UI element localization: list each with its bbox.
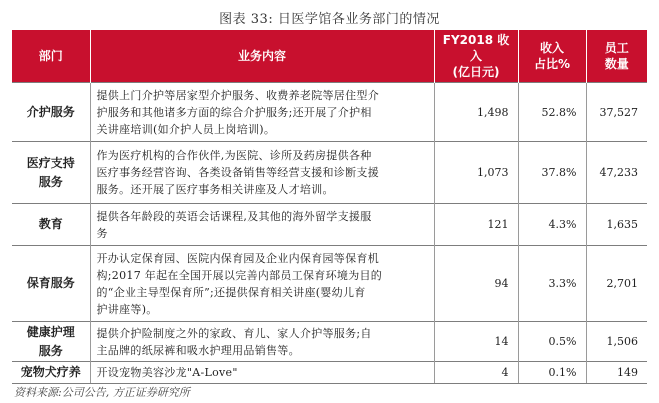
dept-name: 介护服务 [26,104,75,119]
desc-cell [90,246,434,322]
table-row [12,83,647,142]
revenue-cell: 1,498 [434,83,518,142]
desc-line: 主品牌的纸尿裤和吸水护理用品销售等。 [96,343,300,357]
table-row [12,362,647,384]
staff-cell: 1,506 [586,322,647,362]
table-row [12,204,647,246]
desc-line: 提供介护险制度之外的家政、育儿、家人介护等服务;自 [96,326,372,340]
revenue-cell: 14 [434,322,518,362]
revenue-cell: 94 [434,246,518,322]
header-revenue-line1: FY2018 收入 [442,33,510,63]
dept-cell [12,246,90,322]
figure-title: 图表 33: 日医学馆各业务部门的情况 [219,12,440,27]
desc-line: 构;2017 年起在全国开展以完善内部员工保育环境为目的 [96,268,383,282]
staff-cell: 37,527 [586,83,647,142]
source-note: 资料来源:公司公告, 方正证券研究所 [14,386,190,399]
table-row [12,322,647,362]
desc-line: 作为医疗机构的合作伙伴,为医院、诊所及药房提供各种 [96,149,372,162]
revenue-cell: 1,073 [434,142,518,204]
desc-line: 医疗事务经营咨询、各类设备销售等经营支援和诊断支援 [96,166,379,179]
header-share-line2: 占比% [533,57,571,71]
desc-cell [90,83,434,142]
header-share-line1: 收入 [539,41,564,55]
desc-line: 务 [96,226,108,240]
dept-cell [12,83,90,142]
dept-name: 医疗支持 [26,155,75,170]
desc-line: 服务。还开展了医疗事务相关讲座及人才培训。 [96,183,334,196]
share-cell: 4.3% [518,204,586,246]
share-cell: 52.8% [518,83,586,142]
header-staff-line2: 数量 [604,57,629,71]
share-cell: 0.5% [518,322,586,362]
header-content: 业务内容 [90,30,434,83]
table-header-row [12,30,647,83]
dept-cell [12,322,90,362]
revenue-cell: 121 [434,204,518,246]
dept-name: 宠物犬疗养 [20,365,81,379]
dept-name: 教育 [38,217,63,231]
share-cell: 0.1% [518,362,586,384]
desc-cell [90,322,434,362]
share-cell: 3.3% [518,246,586,322]
header-staff-line1: 员工 [604,41,629,55]
desc-line: 关讲座培训(如介护人员上岗培训)。 [96,122,276,136]
staff-cell: 2,701 [586,246,647,322]
desc-cell [90,142,434,204]
header-dept: 部门 [12,30,90,83]
dept-name: 服务 [38,343,63,358]
staff-cell: 47,233 [586,142,647,204]
table-row [12,246,647,322]
staff-cell: 1,635 [586,204,647,246]
dept-name: 服务 [38,174,63,189]
header-staff [586,30,647,83]
dept-cell [12,204,90,246]
header-revenue-line2: (亿日元) [452,65,500,79]
dept-name: 健康护理 [26,324,75,339]
share-cell: 37.8% [518,142,586,204]
desc-line: 的“企业主导型保育所”;还提供保育相关讲座(婴幼儿育 [96,285,366,299]
desc-cell [90,204,434,246]
desc-line: 开办认定保育园、医院内保育园及企业内保育园等保育机 [96,251,379,265]
business-departments-table [12,30,647,384]
desc-line: 提供上门介护等居家型介护服务、收费养老院等居住型介 [96,88,379,102]
dept-name: 保育服务 [26,276,75,290]
header-revenue [434,30,518,83]
desc-line: 护讲座等)。 [96,302,158,316]
desc-cell [90,362,434,384]
dept-cell [12,362,90,384]
desc-line: 开设宠物美容沙龙"A-Love" [96,366,238,379]
desc-line: 护服务和其他诸多方面的综合介护服务;还开展了介护相 [96,105,372,119]
header-share [518,30,586,83]
table-row [12,142,647,204]
staff-cell: 149 [586,362,647,384]
revenue-cell: 4 [434,362,518,384]
dept-cell [12,142,90,204]
desc-line: 提供各年龄段的英语会话课程,及其他的海外留学支援服 [96,209,372,223]
